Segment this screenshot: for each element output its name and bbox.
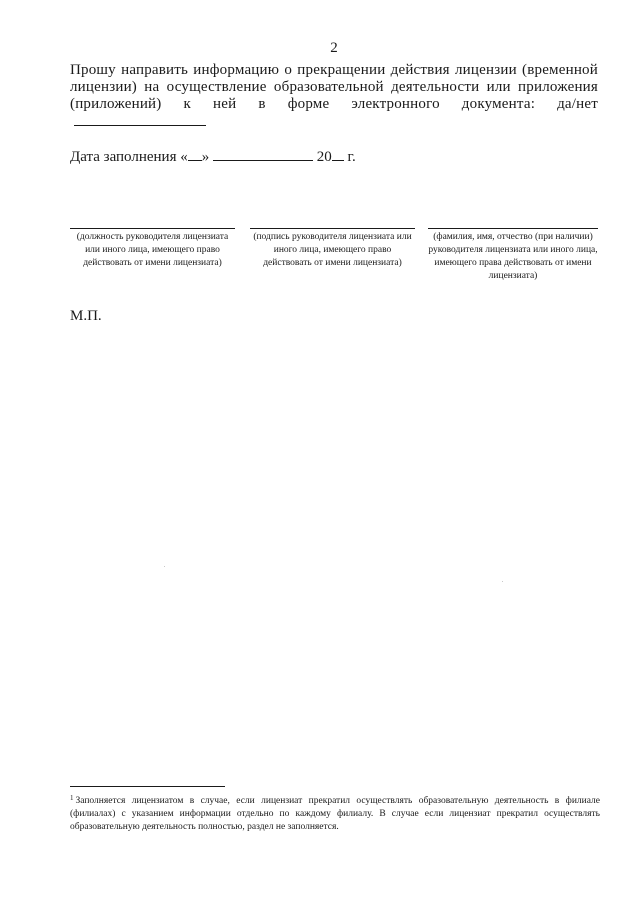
request-text: Прошу направить информацию о прекращении действия лицензии (временной лицензии) на осуществление образовательной деятельности или приложения (приложений) к ней в форме электронного документа: да/нет (70, 62, 598, 112)
request-paragraph (70, 62, 598, 131)
signature-block-position (70, 228, 235, 270)
signature-caption-full-name: (фамилия, имя, отчество (при наличии) руководителя лицензиата или иного лица, имеющего права действовать от имени лицензиата) (428, 232, 598, 281)
signature-caption-signature: (подпись руководителя лицензиата или иного лица, имеющего право действовать от имени лицензиата) (253, 232, 412, 268)
day-blank-line (188, 148, 202, 161)
year-suffix: г. (343, 149, 356, 165)
footnote-marker: 1 (70, 794, 74, 802)
fill-date-label: Дата заполнения « (70, 149, 188, 165)
footnote (70, 792, 600, 834)
month-blank-line (213, 148, 313, 161)
scan-speck (502, 581, 503, 582)
year-prefix: 20 (316, 149, 332, 165)
signature-block-signature (250, 228, 415, 270)
year-blank-line (332, 148, 344, 161)
scan-speck (164, 566, 165, 567)
page-number: 2 (330, 40, 338, 56)
fill-date-line (70, 148, 356, 166)
footnote-text: Заполняется лицензиатом в случае, если лицензиат прекратил осуществлять образовательную деятельность в филиале (филиалах) с указанием информации отдельно по каждому филиалу. В случае если лицензиат прекратил осуществлять образовательную деятельность полностью, раздел не заполняется. (70, 796, 600, 832)
signature-caption-position: (должность руководителя лицензиата или иного лица, имеющего право действовать от имени лицензиата) (76, 232, 229, 268)
quote-close: » (201, 149, 210, 165)
answer-blank-line (74, 113, 206, 126)
signature-block-full-name (428, 228, 598, 283)
stamp-label: М.П. (70, 308, 102, 324)
footnote-divider (70, 786, 225, 787)
